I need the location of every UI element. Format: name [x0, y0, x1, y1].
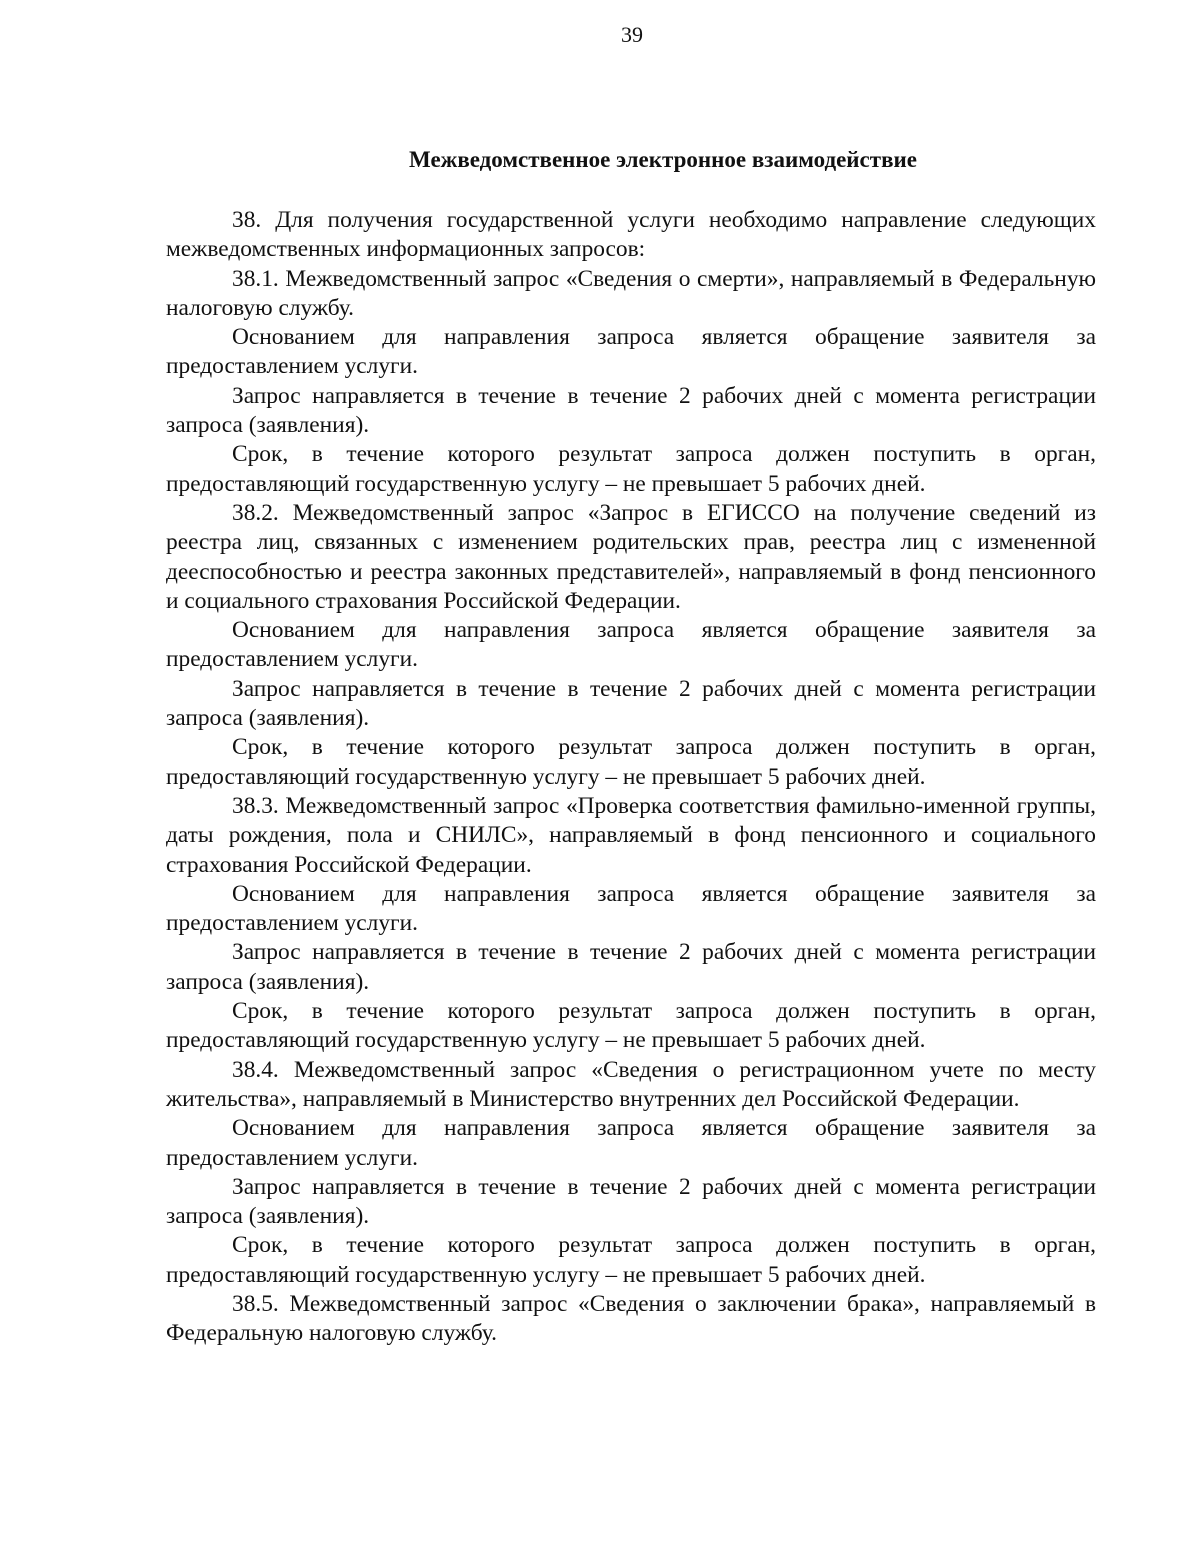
paragraph-request-timing: Запрос направляется в течение в течение 2 рабочих дней с момента регистрации запроса (заявления). [166, 1173, 1096, 1230]
paragraph-request-timing: Запрос направляется в течение в течение 2 рабочих дней с момента регистрации запроса (заявления). [166, 675, 1096, 732]
paragraph-basis: Основанием для направления запроса является обращение заявителя за предоставлением услуги. [166, 324, 1096, 380]
paragraph-basis: Основанием для направления запроса является обращение заявителя за предоставлением услуги. [166, 1115, 1096, 1171]
paragraph-38-5: 38.5. Межведомственный запрос «Сведения о заключении брака», направляемый в Федеральную налоговую службу. [166, 1290, 1096, 1347]
paragraph-request-timing: Запрос направляется в течение в течение 2 рабочих дней с момента регистрации запроса (заявления). [166, 382, 1096, 439]
paragraph-38-2: 38.2. Межведомственный запрос «Запрос в ЕГИССО на получение сведений из реестра лиц, связанных с изменением родительских прав, реестра лиц с измененной дееспособностью и реестра законных представителей», направляемый в фонд пенсионного и социального страхования Российской Федерации. [166, 499, 1096, 614]
paragraph-basis: Основанием для направления запроса является обращение заявителя за предоставлением услуги. [166, 617, 1096, 673]
document-body [166, 206, 1096, 1349]
paragraph-38-1: 38.1. Межведомственный запрос «Сведения о смерти», направляемый в Федеральную налоговую службу. [166, 265, 1096, 321]
section-heading: Межведомственное электронное взаимодействие [409, 147, 917, 172]
paragraph-result-deadline: Срок, в течение которого результат запроса должен поступить в орган, предоставляющий государственную услугу – не превышает 5 рабочих дней. [166, 441, 1096, 497]
paragraph-request-timing: Запрос направляется в течение в течение 2 рабочих дней с момента регистрации запроса (заявления). [166, 939, 1096, 995]
paragraph-38-4: 38.4. Межведомственный запрос «Сведения о регистрационном учете по месту жительства», направляемый в Министерство внутренних дел Российской Федерации. [166, 1056, 1096, 1112]
page-number: 39 [621, 22, 643, 47]
paragraph-result-deadline: Срок, в течение которого результат запроса должен поступить в орган, предоставляющий государственную услугу – не превышает 5 рабочих дней. [166, 998, 1096, 1054]
paragraph-result-deadline: Срок, в течение которого результат запроса должен поступить в орган, предоставляющий государственную услугу – не превышает 5 рабочих дней. [166, 1232, 1096, 1288]
paragraph-basis: Основанием для направления запроса является обращение заявителя за предоставлением услуги. [166, 880, 1096, 937]
paragraph-38: 38. Для получения государственной услуги необходимо направление следующих межведомственных информационных запросов: [166, 207, 1096, 263]
paragraph-38-3: 38.3. Межведомственный запрос «Проверка соответствия фамильно-именной группы, даты рождения, пола и СНИЛС», направляемый в фонд пенсионного и социального страхования Российской Федерации. [166, 792, 1096, 878]
paragraph-result-deadline: Срок, в течение которого результат запроса должен поступить в орган, предоставляющий государственную услугу – не превышает 5 рабочих дней. [166, 734, 1096, 790]
